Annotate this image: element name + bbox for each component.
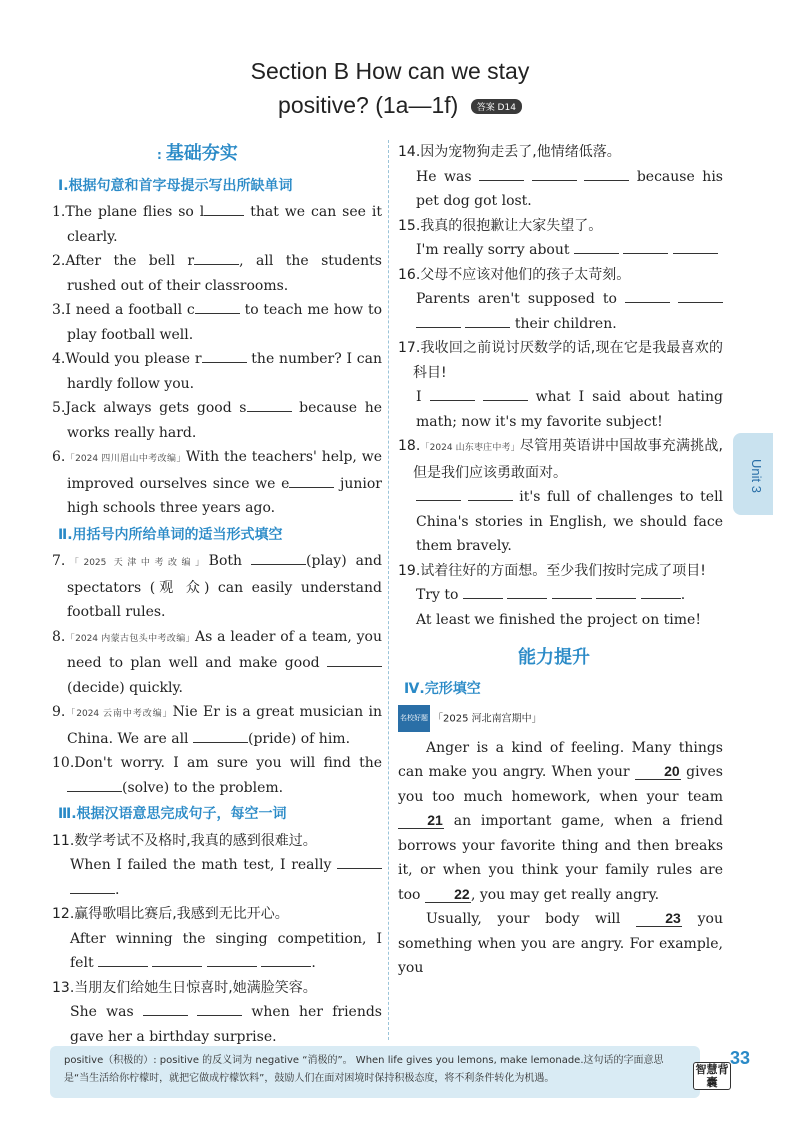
answer-blank[interactable]: [67, 777, 122, 792]
part-3-heading: Ⅲ.根据汉语意思完成句子，每空一词: [58, 806, 287, 822]
answer-blank[interactable]: [197, 1001, 242, 1016]
answer-blank[interactable]: [194, 250, 239, 265]
answer-blank[interactable]: [479, 166, 524, 181]
section-title-basic: : 基础夯实: [157, 143, 238, 164]
part-1-heading: Ⅰ.根据句意和首字母提示写出所缺单词: [58, 177, 293, 194]
cloze-passage: [398, 736, 723, 981]
answer-blank[interactable]: [204, 201, 244, 216]
blank-23[interactable]: 23: [636, 910, 682, 927]
answer-blank[interactable]: [70, 879, 115, 894]
answer-blank[interactable]: [202, 348, 247, 363]
answer-blank[interactable]: [143, 1001, 188, 1016]
answer-blank[interactable]: [678, 288, 723, 303]
source-badge: 名校好题: [398, 705, 430, 732]
answer-blank[interactable]: [552, 584, 592, 599]
answer-blank[interactable]: [507, 584, 547, 599]
question-5: 5.Jack always gets good s because he works really hard.: [52, 396, 382, 445]
question-11: 11.数学考试不及格时,我真的感到很难过。 When I failed the math test, I really .: [52, 829, 382, 903]
answer-blank[interactable]: [195, 299, 240, 314]
answer-blank[interactable]: [430, 386, 475, 401]
answer-blank[interactable]: [416, 313, 461, 328]
question-18: 18.「2024 山东枣庄中考」尽管用英语讲中国故事充满挑战,但是我们应该勇敢面对。 it's full of challenges to tell China's stories in English, we should face them bravely.: [398, 438, 724, 554]
question-12: 12.赢得歌唱比赛后,我感到无比开心。 After winning the singing competition, I felt .: [52, 906, 382, 971]
part-2-heading: Ⅱ.用括号内所给单词的适当形式填空: [58, 526, 283, 543]
answer-blank[interactable]: [641, 584, 681, 599]
answer-blank[interactable]: [468, 486, 513, 501]
answer-blank[interactable]: [152, 952, 202, 967]
passage-paragraph-2: Usually, your body will 23 you something when you are angry. For example, you: [398, 910, 723, 977]
question-7: 7.「2025 天津中考改编」Both (play) and spectators (观 众) can easily understand football rules.: [52, 549, 382, 625]
part-4-heading: Ⅳ.完形填空: [404, 680, 481, 697]
answer-blank[interactable]: [327, 652, 382, 667]
question-2: 2.After the bell r , all the students rushed out of their classrooms.: [52, 249, 382, 298]
answer-blank[interactable]: [193, 728, 248, 743]
question-19: 19.试着往好的方面想。至少我们按时完成了项目! Try to . At least we finished the project on time!: [398, 559, 723, 633]
wisdom-badge: 智慧背囊: [693, 1062, 731, 1090]
question-19-follow: At least we finished the project on time!: [416, 611, 701, 628]
answer-blank[interactable]: [623, 239, 668, 254]
answer-blank[interactable]: [247, 397, 292, 412]
right-column: [398, 140, 723, 981]
answer-blank[interactable]: [251, 550, 306, 565]
answer-blank[interactable]: [416, 486, 461, 501]
question-4: 4.Would you please r the number? I can hardly follow you.: [52, 347, 382, 396]
answer-blank[interactable]: [483, 386, 528, 401]
question-15: 15.我真的很抱歉让大家失望了。 I'm really sorry about: [398, 214, 723, 263]
source-tag: 「2025 天津中考改编」: [65, 558, 209, 568]
source-tag: 「2024 云南中考改编」: [65, 709, 173, 719]
page-title-text: positive? (1a—1f): [278, 92, 459, 118]
left-column: [52, 140, 382, 1049]
answer-blank[interactable]: [465, 313, 510, 328]
answer-blank[interactable]: [337, 854, 382, 869]
answer-blank[interactable]: [261, 952, 311, 967]
column-divider: [388, 140, 389, 1040]
question-6: 6.「2024 四川眉山中考改编」With the teachers' help, we improved ourselves since we e junior high schools three years ago.: [52, 449, 382, 516]
blank-22[interactable]: 22: [425, 886, 471, 903]
answer-blank[interactable]: [463, 584, 503, 599]
answer-blank[interactable]: [584, 166, 629, 181]
question-9: 9.「2024 云南中考改编」Nie Er is a great musician in China. We are all (pride) of him.: [52, 704, 382, 747]
answer-blank[interactable]: [625, 288, 670, 303]
section-title-advanced: 能力提升: [518, 647, 590, 668]
page-number: 33: [730, 1048, 751, 1068]
blank-21[interactable]: 21: [398, 812, 444, 829]
source-tag: 「2024 内蒙古包头中考改编」: [65, 633, 196, 644]
footer-note: [50, 1046, 700, 1098]
question-1: 1.The plane flies so l that we can see it clearly.: [52, 200, 382, 249]
answer-badge: 答案 D14: [471, 99, 522, 114]
unit-side-tab: Unit 3: [733, 433, 773, 515]
question-3: 3.I need a football c to teach me how to play football well.: [52, 298, 382, 347]
question-8: 8.「2024 内蒙古包头中考改编」As a leader of a team, you need to plan well and make good (decide) quickly.: [52, 628, 382, 696]
passage-paragraph-1: Anger is a kind of feeling. Many things can make you angry. When your 20 gives you too much homework, when your team 21 an important game, when a friend borrows your favorite thing and then breaks it, or when you think your family rules are too 22, you may get really angry.: [398, 739, 723, 903]
answer-blank[interactable]: [574, 239, 619, 254]
page-title-line2: [0, 92, 800, 119]
footer-line-2: 是“当生活给你柠檬时，就把它做成柠檬饮料”，鼓励人们在面对困境时保持积极态度，将不利条件转化为机遇。: [64, 1073, 555, 1084]
page-title-line1: Section B How can we stay: [250, 58, 530, 84]
question-16: 16.父母不应该对他们的孩子太苛刻。 Parents aren't supposed to their children.: [398, 263, 723, 337]
question-14: 14.因为宠物狗走丢了,他情绪低落。 He was because his pet dog got lost.: [398, 144, 723, 209]
source-tag: 「2024 山东枣庄中考」: [420, 443, 520, 453]
answer-blank[interactable]: [207, 952, 257, 967]
answer-blank[interactable]: [673, 239, 718, 254]
footer-line-1: positive（积极的）: positive 的反义词为 negative “消极的”。 When life gives you lemons, make lemonade.这句话的字面意思: [64, 1055, 664, 1066]
answer-blank[interactable]: [98, 952, 148, 967]
blank-20[interactable]: 20: [635, 763, 681, 780]
source-tag: 「2024 四川眉山中考改编」: [65, 454, 186, 464]
answer-blank[interactable]: [289, 473, 334, 488]
answer-blank[interactable]: [596, 584, 636, 599]
question-17: 17.我收回之前说讨厌数学的话,现在它是我最喜欢的科目! I what I said about hating math; now it's my favorite subject!: [398, 340, 724, 430]
source-line: 名校好题 「2025 河北南宫期中」: [398, 705, 723, 732]
answer-blank[interactable]: [532, 166, 577, 181]
question-10: 10.Don't worry. I am sure you will find the (solve) to the problem.: [52, 755, 382, 796]
question-13: 13.当朋友们给她生日惊喜时,她满脸笑容。 She was when her friends gave her a birthday surprise.: [52, 979, 382, 1045]
